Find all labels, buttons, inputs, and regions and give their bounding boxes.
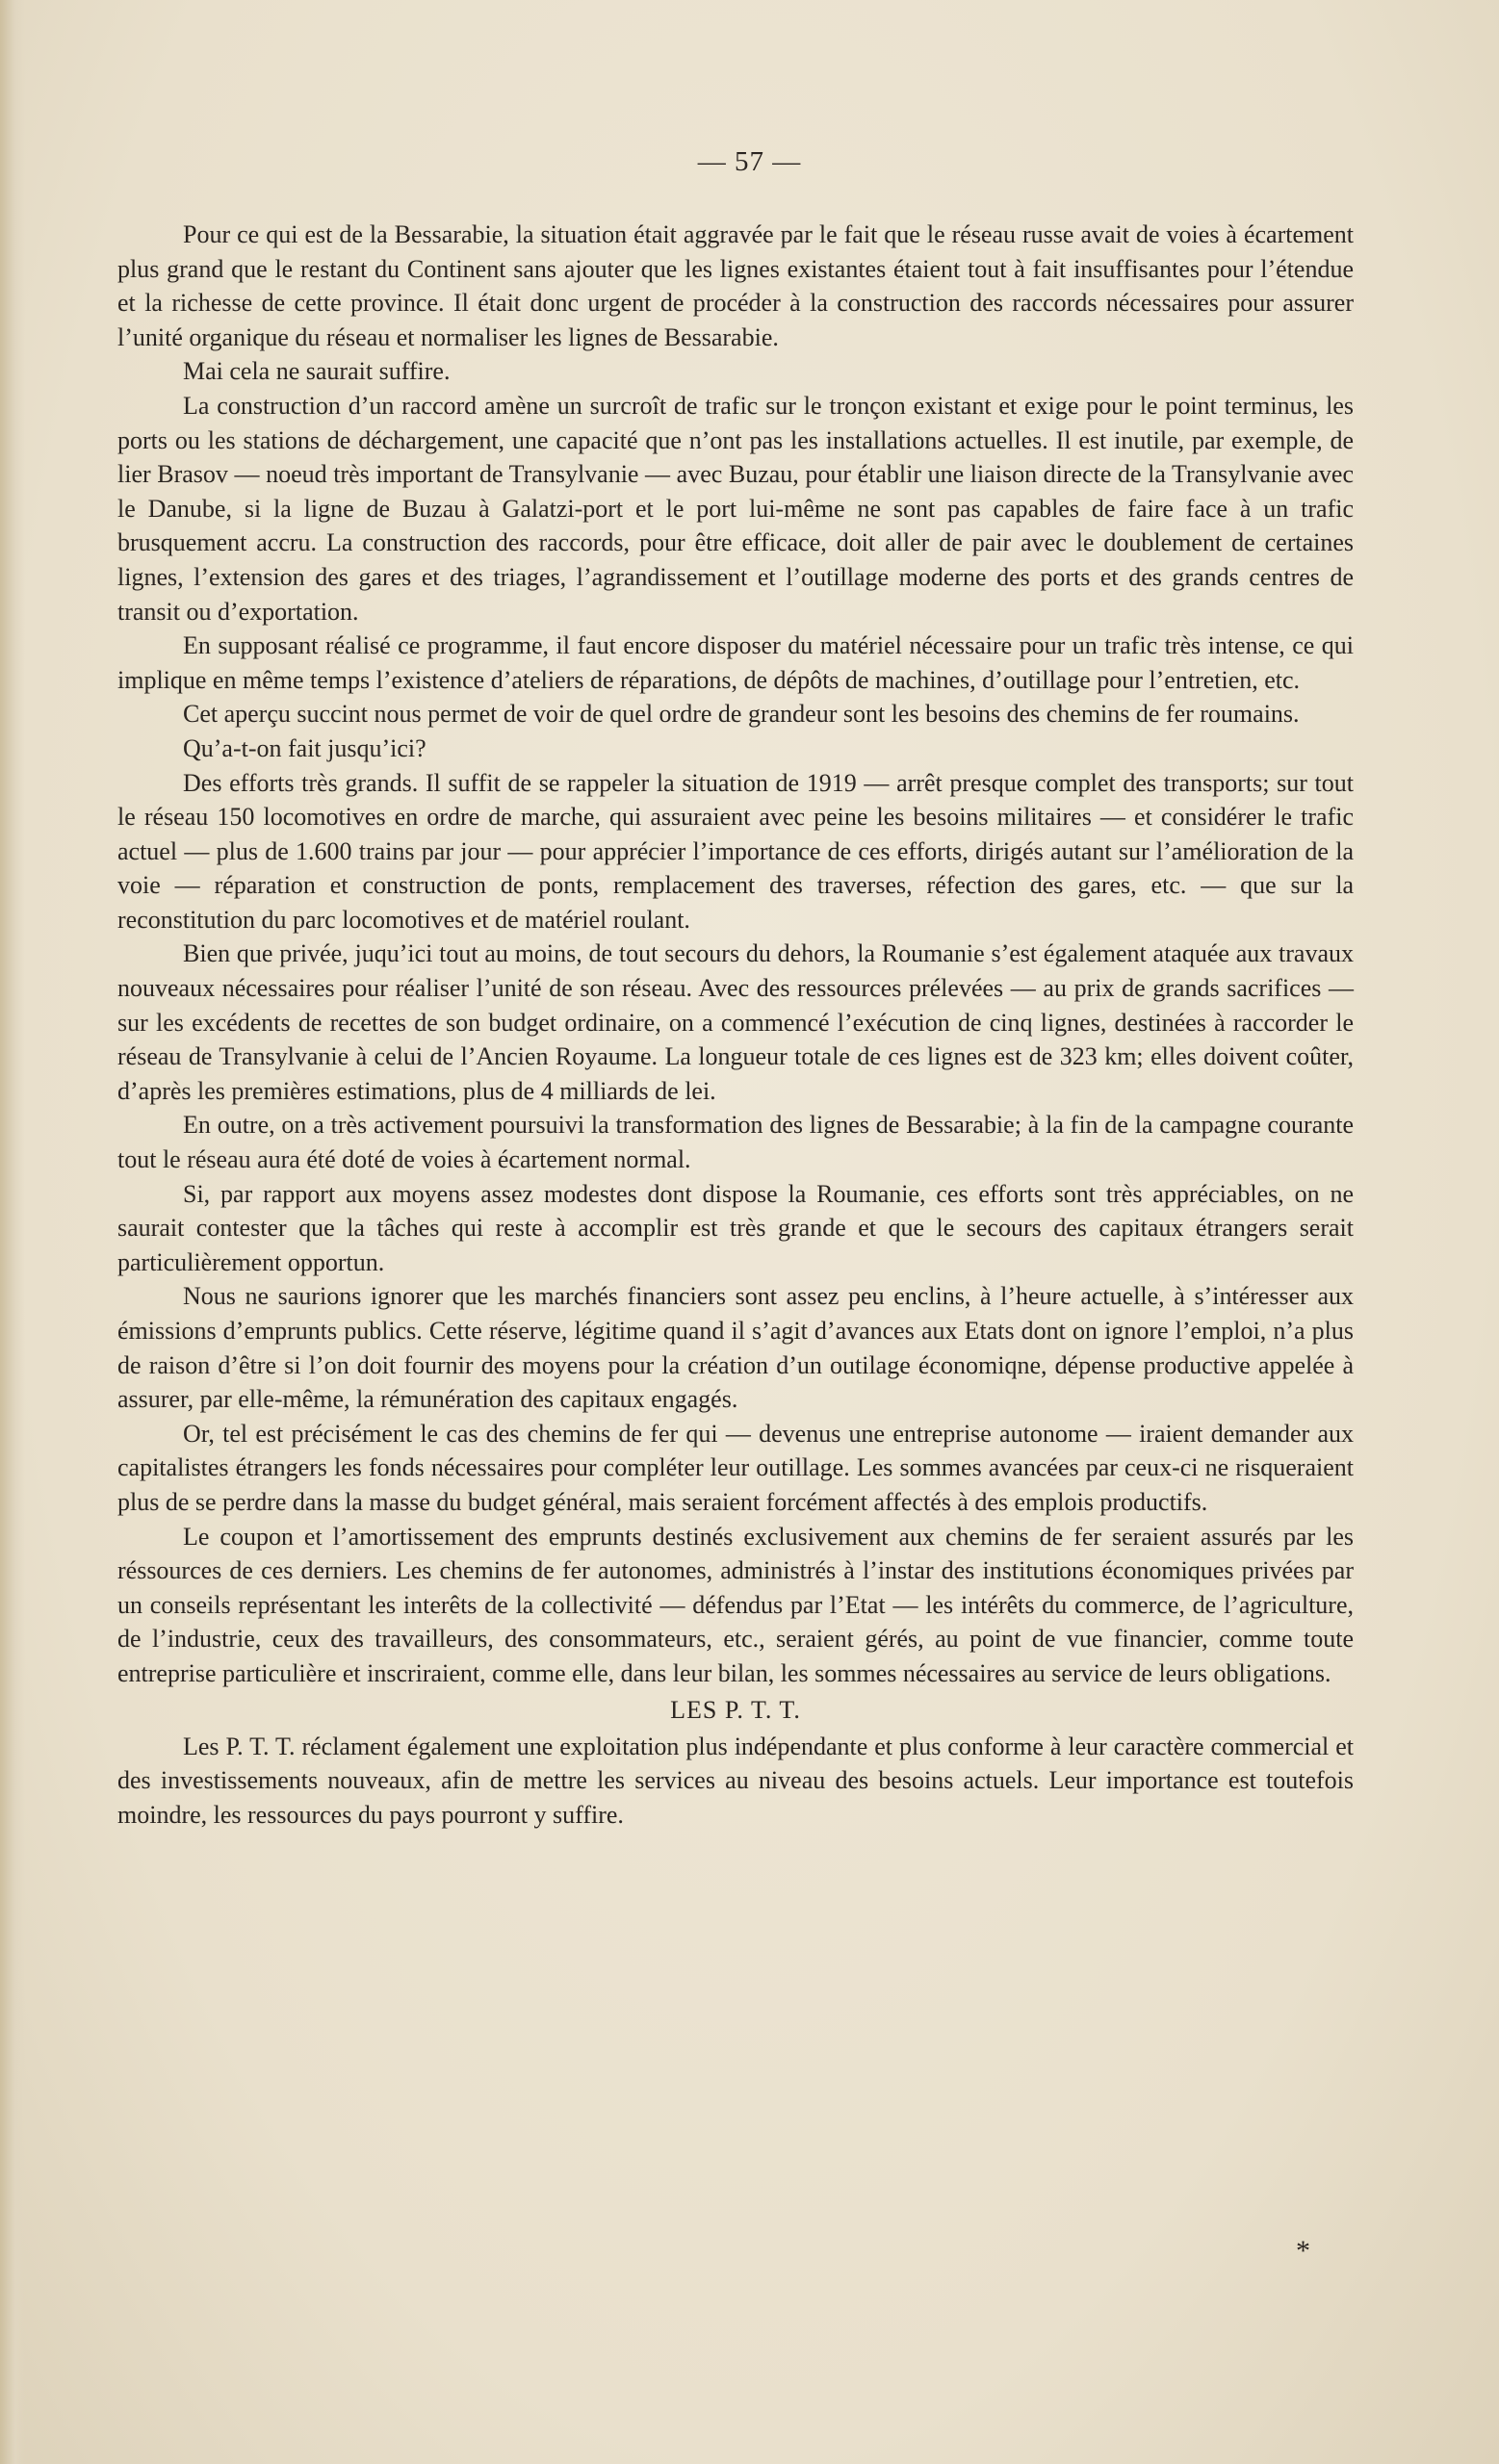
paragraph: En outre, on a très activement poursuivi la transformation des lignes de Bessarabie; à la fin de la campagne courante tout le réseau aura été doté de voies à écartement normal.: [117, 1111, 1354, 1174]
paragraph: Pour ce qui est de la Bessarabie, la situation était aggravée par le fait que le réseau russe avait de voies à écartement plus grand que le restant du Continent sans ajouter que les lignes existantes étaient tout à fait insuffisantes pour l’étendue et la richesse de cette province. Il était donc urgent de procéder à la construction des raccords nécessaires pour assurer l’unité organique du réseau et normaliser les lignes de Bessarabie.: [117, 220, 1354, 351]
paragraph: La construction d’un raccord amène un surcroît de trafic sur le tronçon existant et exige pour le point terminus, les ports ou les stations de déchargement, une capacité que n’ont pas les installations actuelles. Il est inutile, par exemple, de lier Brasov — noeud très important de Transylvanie — avec Buzau, pour établir une liaison directe de la Transylvanie avec le Danube, si la ligne de Buzau à Galatzi-port et le port lui-même ne sont pas capables de faire face à un trafic brusquement accru. La construction des raccords, pour être efficace, doit aller de pair avec le doublement de certaines lignes, l’extension des gares et des triages, l’agrandissement et l’outillage moderne des ports et des grands centres de transit ou d’exportation.: [117, 391, 1354, 626]
section-heading: LES P. T. T.: [670, 1695, 801, 1724]
paragraph: Des efforts très grands. Il suffit de se rappeler la situation de 1919 — arrêt presque complet des transports; sur tout le réseau 150 locomotives en ordre de marche, qui assuraient avec peine les besoins militaires — et considérer le trafic actuel — plus de 1.600 trains par jour — pour apprécier l’importance de ces efforts, dirigés autant sur l’amélioration de la voie — réparation et construction de ponts, remplacement des traverses, réfection des gares, etc. — que sur la reconstitution du parc locomotives et de matériel roulant.: [117, 768, 1354, 934]
paragraph: Nous ne saurions ignorer que les marchés financiers sont assez peu enclins, à l’heure actuelle, à s’intéresser aux émissions d’emprunts publics. Cette réserve, légitime quand il s’agit d’avances aux Etats dont on ignore l’emploi, n’a plus de raison d’être si l’on doit fournir des moyens pour la création d’un outilage économiqne, dépense productive appelée à assurer, par elle-même, la rémunération des capitaux engagés.: [117, 1282, 1354, 1414]
paragraph: Le coupon et l’amortissement des emprunts destinés exclusivement aux chemins de fer seraient assurés par les réssources de ces derniers. Les chemins de fer autonomes, administrés à l’instar des institutions économiques privées par un conseils représentant les interêts de la collectivité — défendus par l’Etat — les intérêts du commerce, de l’agriculture, de l’industrie, ceux des travailleurs, des consommateurs, etc., seraient gérés, au point de vue financier, comme toute entreprise particulière et inscriraient, comme elle, dans leur bilan, les sommes nécessaires au service de leurs obligations.: [117, 1522, 1354, 1687]
paragraph: Cet aperçu succint nous permet de voir de quel ordre de grandeur sont les besoins des chemins de fer roumains.: [183, 700, 1300, 729]
paragraph: Mai cela ne saurait suffire.: [183, 357, 451, 386]
section-ptt: [117, 1730, 1354, 1833]
paragraph: Si, par rapport aux moyens assez modestes dont dispose la Roumanie, ces efforts sont très appréciables, on ne saurait contester que la tâches qui reste à accomplir est très grande et que le secours des capitaux étrangers serait particulièrement opportun.: [117, 1179, 1354, 1276]
paragraph: Or, tel est précisément le cas des chemins de fer qui — devenus une entreprise autonome — iraient demander aux capitalistes étrangers les fonds nécessaires pour compléter leur outillage. Les sommes avancées par ceux-ci ne risqueraient plus de se perdre dans la masse du budget général, mais seraient forcément affectés à des emplois productifs.: [117, 1419, 1354, 1516]
paragraph: En supposant réalisé ce programme, il faut encore disposer du matériel nécessaire pour un trafic très intense, ce qui implique en même temps l’existence d’ateliers de réparations, de dépôts de machines, d’outillage pour l’entretien, etc.: [117, 631, 1354, 694]
section-railways: [117, 218, 1354, 1691]
body-text: [117, 218, 1354, 1832]
page-number: — 57 —: [697, 146, 802, 177]
page-edge-shadow: [0, 0, 25, 2464]
paragraph: Qu’a-t-on fait jusqu’ici?: [183, 733, 426, 762]
paragraph: Les P. T. T. réclament également une exploitation plus indépendante et plus conforme à leur caractère commercial et des investissements nouveaux, afin de mettre les services au niveau des besoins actuels. Leur importance est toutefois moindre, les ressources du pays pourront y suffire.: [117, 1732, 1354, 1829]
paragraph: Bien que privée, juqu’ici tout au moins, de tout secours du dehors, la Roumanie s’est également ataquée aux travaux nouveaux nécessaires pour réaliser l’unité de son réseau. Avec des ressources prélevées — au prix de grands sacrifices — sur les excédents de recettes de son budget ordinaire, on a commencé l’exécution de cinq lignes, destinées à raccorder le réseau de Transylvanie à celui de l’Ancien Royaume. La longueur totale de ces lignes est de 323 km; elles doivent coûter, d’après les premières estimations, plus de 4 milliards de lei.: [117, 939, 1354, 1105]
asterisk-ornament: *: [1296, 2235, 1310, 2267]
